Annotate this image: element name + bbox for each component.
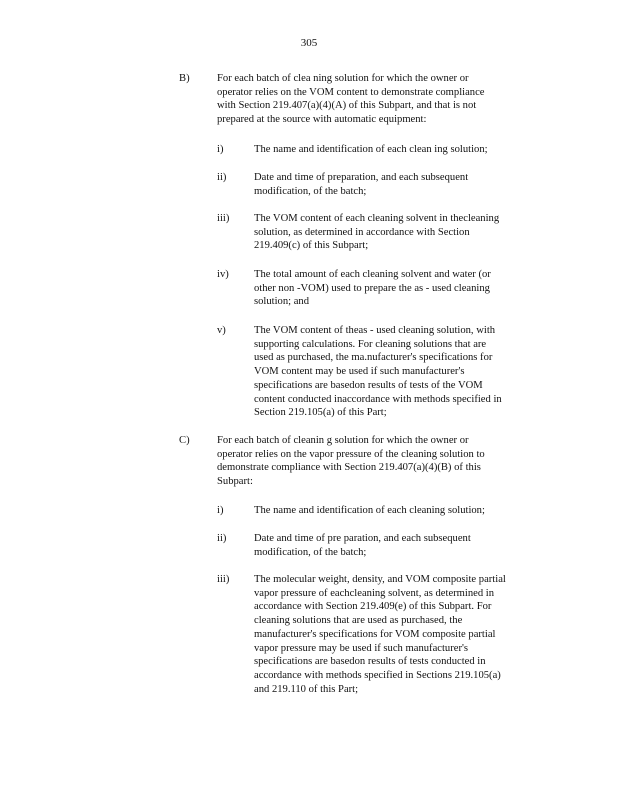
list-item (217, 268, 547, 309)
section-c (179, 434, 559, 489)
text-line: Subpart: (217, 476, 253, 488)
text-line: For each batch of clea ning solution for which the owner or (217, 73, 469, 84)
text-line: solution; and (254, 296, 310, 308)
text-line: modification, of the batch; (254, 546, 367, 558)
text-line: 219.409(c) of this Subpart; (254, 240, 369, 252)
item-body (254, 504, 534, 518)
text-line: solution, as determined in accordance with Section (254, 226, 470, 238)
text-line: supporting calculations. For cleaning solutions that are (254, 338, 487, 350)
item-label: i) (217, 505, 224, 516)
text-line: and 219.110 of this Part; (254, 683, 359, 695)
item-label: iv) (217, 269, 229, 280)
text-line: Date and time of preparation, and each subsequent (254, 172, 469, 183)
text-line: vapor pressure may be used if such manufacturer's (254, 642, 469, 654)
text-line: The total amount of each cleaning solvent and water (or (254, 269, 491, 280)
list-item (217, 143, 547, 157)
text-line: Date and time of pre paration, and each subsequent (254, 533, 471, 544)
text-line: modification, of the batch; (254, 185, 367, 197)
text-line: used as purchased, the ma.nufacturer's specifications for (254, 352, 493, 364)
section-body (217, 434, 517, 489)
list-item (217, 573, 547, 696)
item-label: ii) (217, 172, 227, 183)
item-body (254, 143, 534, 157)
text-line: The molecular weight, density, and VOM composite partial (254, 574, 506, 585)
text-line: other non -VOM) used to prepare the as - used cleaning (254, 282, 490, 294)
list-item (217, 212, 547, 253)
list-item (217, 324, 547, 420)
list-item (217, 532, 547, 559)
text-line: content conducted inaccordance with methods specified in (254, 393, 502, 405)
item-label: ii) (217, 533, 227, 544)
text-line: specifications are basedon results of tests of the VOM (254, 379, 483, 391)
text-line: vapor pressure of eachcleaning solvent, as determined in (254, 587, 495, 599)
item-body (254, 212, 534, 253)
item-label: iii) (217, 213, 230, 224)
text-line: accordance with Section 219.409(e) of this Subpart. For (254, 601, 492, 613)
text-line: The name and identification of each cleaning solution; (254, 505, 485, 516)
text-line: Section 219.105(a) of this Part; (254, 407, 387, 419)
item-label: v) (217, 325, 226, 336)
item-label: iii) (217, 574, 230, 585)
text-line: specifications are basedon results of tests conducted in (254, 656, 486, 668)
item-label: i) (217, 144, 224, 155)
section-body (217, 72, 517, 127)
text-line: The VOM content of each cleaning solvent in thecleaning (254, 213, 500, 224)
section-label: C) (179, 435, 190, 446)
text-line: cleaning solutions that are used as purchased, the (254, 615, 463, 627)
text-line: prepared at the source with automatic equipment: (217, 114, 427, 126)
section-b (179, 72, 559, 127)
section-label: B) (179, 73, 190, 84)
list-item (217, 504, 547, 518)
item-body (254, 532, 534, 559)
item-body (254, 324, 536, 420)
item-body (254, 268, 534, 309)
text-line: operator relies on the VOM content to demonstrate compliance (217, 86, 485, 98)
item-body (254, 573, 536, 696)
text-line: demonstrate compliance with Section 219.407(a)(4)(B) of this (217, 462, 481, 474)
text-line: VOM content may be used if such manufacturer's (254, 366, 465, 378)
text-line: manufacturer's specifications for VOM composite partial (254, 628, 496, 640)
text-line: For each batch of cleanin g solution for which the owner or (217, 435, 469, 446)
text-line: The name and identification of each clean ing solution; (254, 144, 488, 155)
text-line: with Section 219.407(a)(4)(A) of this Subpart, and that is not (217, 100, 477, 112)
page-number: 305 (300, 37, 318, 49)
text-line: operator relies on the vapor pressure of the cleaning solution to (217, 448, 485, 460)
item-body (254, 171, 534, 198)
text-line: The VOM content of theas - used cleaning solution, with (254, 325, 496, 336)
list-item (217, 171, 547, 198)
text-line: accordance with methods specified in Sections 219.105(a) (254, 669, 501, 681)
